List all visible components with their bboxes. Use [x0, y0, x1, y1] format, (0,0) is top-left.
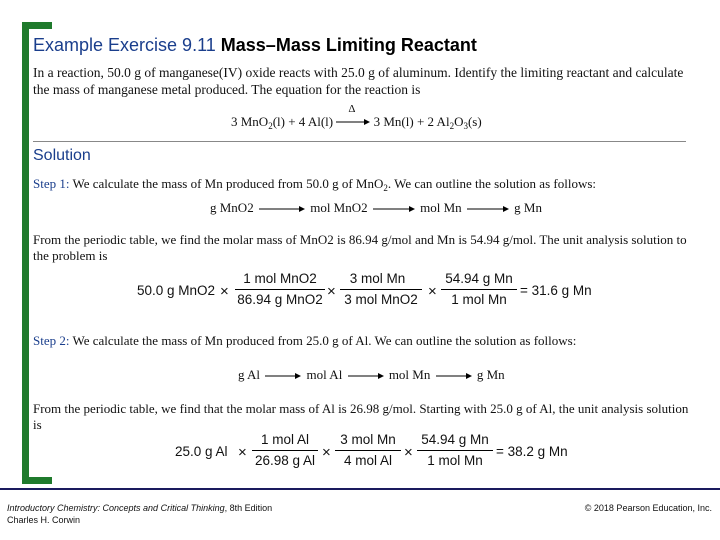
- page-title: [33, 35, 477, 56]
- times-icon: ×: [322, 444, 331, 461]
- outline-item: mol Mn: [388, 367, 431, 382]
- fraction-bar: [335, 450, 401, 451]
- outline-item: g MnO2: [210, 200, 254, 215]
- frac-numerator: 54.94 g Mn: [445, 271, 513, 286]
- frac-denominator: 3 mol MnO2: [344, 292, 418, 307]
- outline-item: mol MnO2: [310, 200, 368, 215]
- outline-item: mol Mn: [420, 200, 462, 215]
- arrow-right-icon: [465, 204, 511, 214]
- frac-numerator: 1 mol Al: [260, 432, 310, 447]
- footer-book: Introductory Chemistry: Concepts and Critical Thinking, 8th Edition: [7, 503, 273, 513]
- arrow-right-icon: [371, 204, 417, 214]
- frac-denominator: 86.94 g MnO2: [237, 292, 323, 307]
- frac-numerator: 54.94 g Mn: [421, 432, 489, 447]
- step2-label: Step 2:: [33, 333, 70, 348]
- footer-author: Charles H. Corwin: [7, 515, 81, 525]
- outline-item: g Mn: [476, 367, 505, 382]
- frac-numerator: 3 mol Mn: [349, 271, 406, 286]
- outline-item: g Al: [238, 367, 261, 382]
- footer-rule: [0, 488, 720, 490]
- eq-right: 3 Mn(l) + 2 Al: [373, 114, 450, 129]
- times-icon: ×: [327, 283, 336, 300]
- step1-label: Step 1:: [33, 176, 70, 191]
- calc-result: = 31.6 g Mn: [520, 283, 592, 298]
- frac-numerator: 3 mol Mn: [340, 432, 396, 447]
- times-icon: ×: [238, 444, 247, 461]
- fraction-bar: [340, 289, 422, 290]
- step2-text: Step 2: We calculate the mass of Mn produced from 25.0 g of Al. We can outline the solution as follows:: [33, 333, 577, 348]
- step2-outline: [238, 367, 505, 383]
- fraction-bar: [252, 450, 318, 451]
- fraction-bar: [441, 289, 517, 290]
- frac-numerator: 1 mol MnO2: [243, 271, 317, 286]
- divider-line: [33, 141, 686, 142]
- eq-left-state: (l) + 4 Al(l): [272, 114, 334, 129]
- frac-denominator: 4 mol Al: [343, 453, 393, 468]
- outline-item: mol Al: [306, 367, 343, 382]
- calc-start: 25.0 g Al: [175, 444, 228, 459]
- step2-molar-text: From the periodic table, we find that the molar mass of Al is 26.98 g/mol. Starting with 25.0 g of Al, the unit analysis solution is: [33, 401, 689, 432]
- arrow-right-icon: [257, 204, 307, 214]
- frac-denominator: 1 mol Mn: [451, 292, 507, 307]
- times-icon: ×: [404, 444, 413, 461]
- green-bracket-bottom: [22, 477, 52, 484]
- times-icon: ×: [428, 283, 437, 300]
- outline-item: g Mn: [514, 200, 542, 215]
- fraction-bar: [417, 450, 493, 451]
- step1-text: Step 1: We calculate the mass of Mn produced from 50.0 g of MnO$_2$. We can outline the solution as follows:: [33, 176, 597, 193]
- step1-outline: [210, 200, 542, 216]
- times-icon: ×: [220, 283, 229, 300]
- title-rest: Mass–Mass Limiting Reactant: [220, 35, 477, 55]
- green-bracket-top: [22, 22, 52, 29]
- frac-denominator: 26.98 g Al: [254, 453, 316, 468]
- reaction-equation: 3 MnO$_2$(l) + 4 Al(l) Δ 3 Mn(l) + 2 $Al_2O_3(s)$: [231, 103, 482, 131]
- calc-start: 50.0 g MnO2: [137, 283, 216, 298]
- title-prefix: Example Exercise 9.11: [33, 35, 216, 55]
- arrow-right-icon: [263, 371, 303, 381]
- step1-molar-text: From the periodic table, we find the molar mass of MnO2 is 86.94 g/mol and Mn is 54.94 g/mol. The unit analysis solution to the problem is: [33, 232, 687, 263]
- arrow-right-icon: [434, 371, 474, 381]
- footer-copyright: © 2018 Pearson Education, Inc.: [584, 503, 712, 513]
- green-bracket-vertical: [22, 22, 29, 484]
- intro-text: In a reaction, 50.0 g of manganese(IV) oxide reacts with 25.0 g of aluminum. Identify the limiting reactant and calculate the mass of manganese metal produced. The equation for the reaction is: [33, 65, 684, 97]
- calc-result: = 38.2 g Mn: [496, 444, 568, 459]
- arrow-right-icon: [346, 371, 386, 381]
- solution-heading: Solution: [33, 147, 91, 164]
- heat-arrow-icon: Δ: [336, 116, 370, 126]
- fraction-bar: [235, 289, 325, 290]
- frac-denominator: 1 mol Mn: [427, 453, 483, 468]
- eq-left: 3 MnO: [231, 114, 269, 129]
